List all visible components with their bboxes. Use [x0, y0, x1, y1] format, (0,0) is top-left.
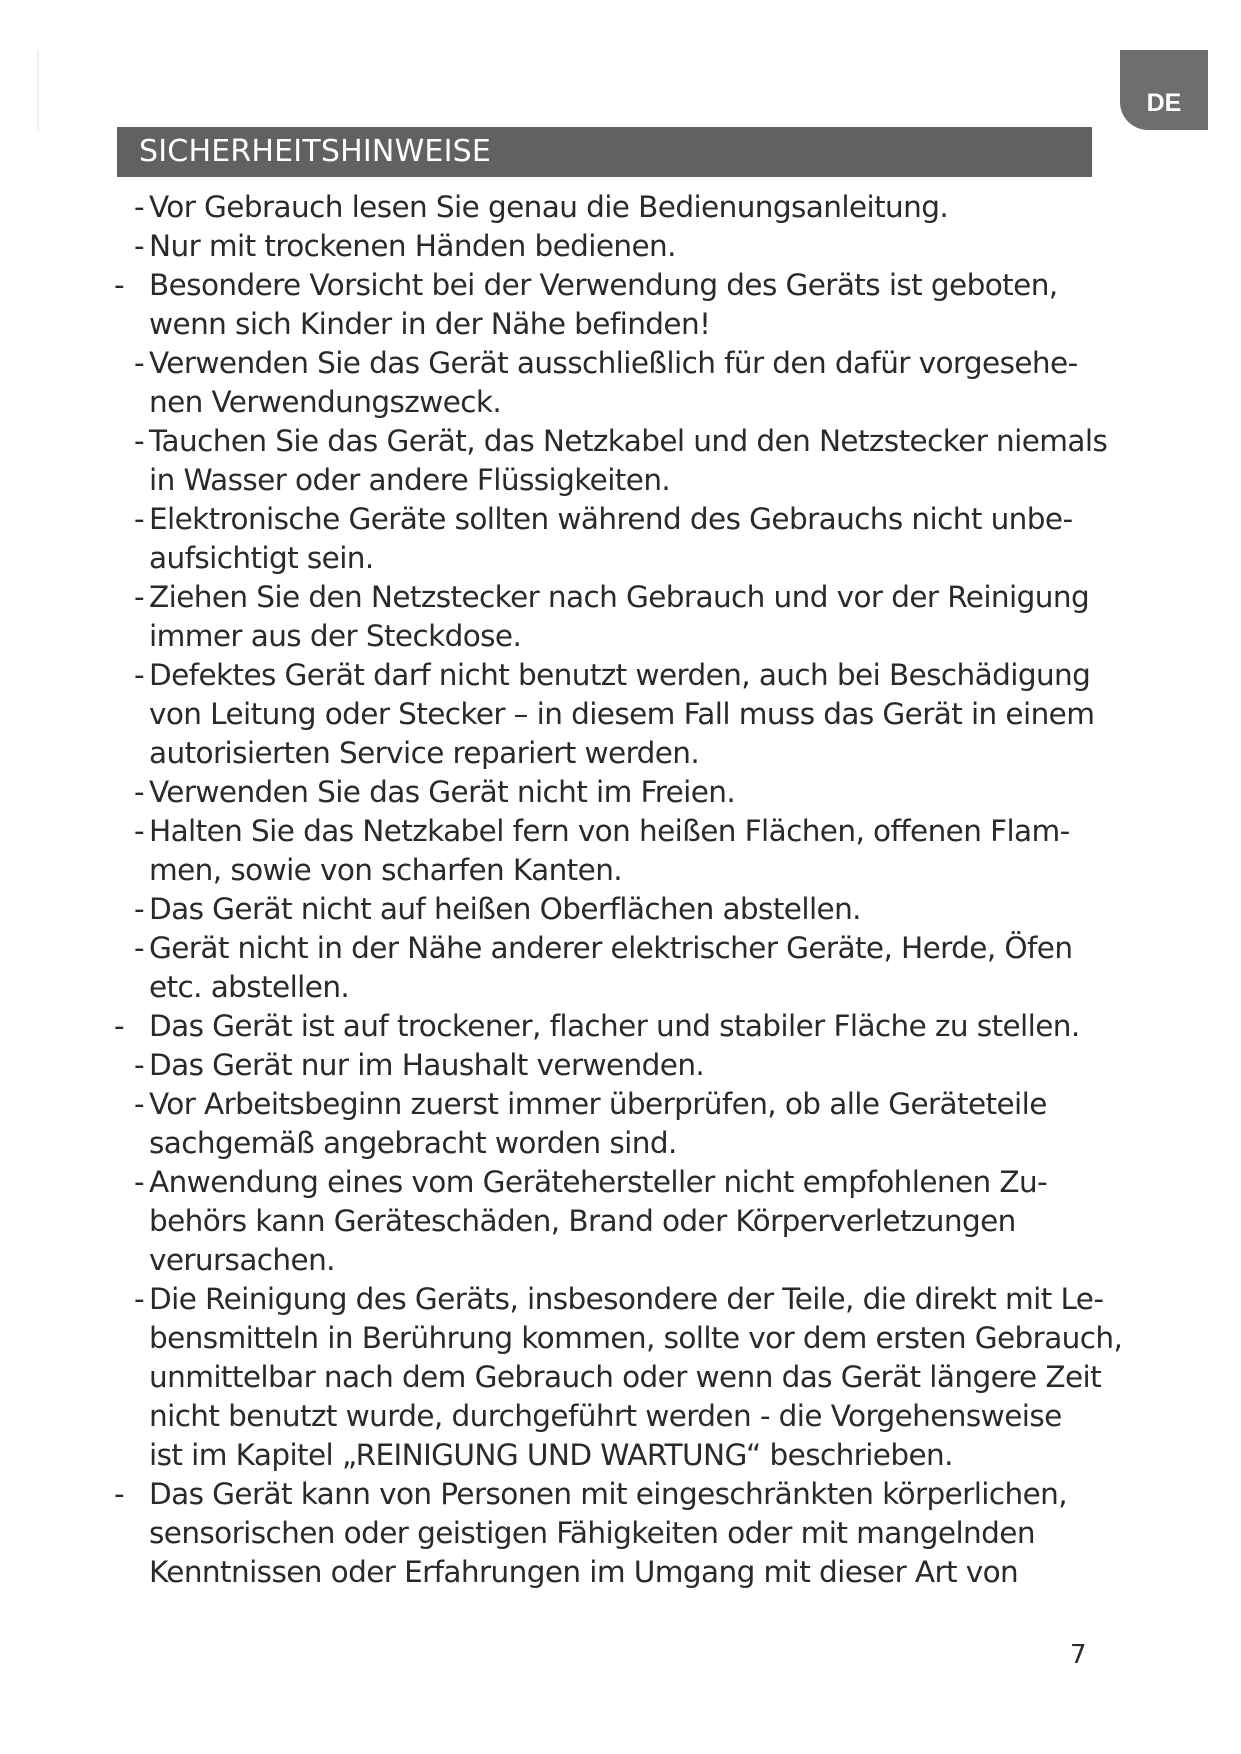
- list-dash: -: [134, 190, 145, 224]
- section-title: SICHERHEITSHINWEISE: [139, 134, 492, 169]
- list-item-text: Defektes Gerät darf nicht benutzt werden, auch bei Beschädigung von Leitung oder Stecker – in diesem Fall muss das Gerät in einem autorisierten Service repariert werden.: [149, 658, 1095, 770]
- list-item-text: Halten Sie das Netzkabel fern von heißen Flächen, offenen Flam- men, sowie von scharfen Kanten.: [149, 814, 1070, 887]
- list-dash: -: [134, 580, 145, 614]
- list-item-text: Das Gerät nur im Haushalt verwenden.: [149, 1048, 705, 1082]
- list-item: [0, 578, 1241, 656]
- list-item: [0, 422, 1241, 500]
- list-item-text: Die Reinigung des Geräts, insbesondere der Teile, die direkt mit Le- bensmitteln in Berührung kommen, sollte vor dem ersten Gebrauch, unmittelbar nach dem Gebrauch oder wenn das Gerät längere Zeit nicht benutzt wurde, durchgeführt werden - die Vorgehensweise ist im Kapitel „REINIGUNG UND WARTUNG“ beschrieben.: [149, 1282, 1123, 1472]
- list-item-text: Vor Gebrauch lesen Sie genau die Bedienungsanleitung.: [149, 190, 949, 224]
- list-item: [0, 929, 1241, 1007]
- list-item-text: Anwendung eines vom Gerätehersteller nicht empfohlenen Zu- behörs kann Geräteschäden, Brand oder Körperverletzungen verursachen.: [149, 1165, 1048, 1277]
- list-item: [0, 890, 1241, 929]
- language-label: DE: [1146, 88, 1182, 117]
- section-header: [117, 127, 1092, 177]
- list-item: [0, 1007, 1241, 1046]
- list-dash: -: [114, 1009, 125, 1043]
- list-item: [0, 773, 1241, 812]
- list-dash: -: [134, 892, 145, 926]
- list-dash: -: [134, 424, 145, 458]
- list-item-text: Ziehen Sie den Netzstecker nach Gebrauch und vor der Reinigung immer aus der Steckdose.: [149, 580, 1090, 653]
- list-item-text: Tauchen Sie das Gerät, das Netzkabel und den Netzstecker niemals in Wasser oder andere Flüssigkeiten.: [149, 424, 1108, 497]
- list-item: [0, 344, 1241, 422]
- list-item: [0, 1085, 1241, 1163]
- list-dash: -: [114, 1477, 125, 1511]
- list-item-text: Verwenden Sie das Gerät ausschließlich für den dafür vorgesehe- nen Verwendungszweck.: [149, 346, 1078, 419]
- list-dash: -: [134, 931, 145, 965]
- list-item: [0, 1475, 1241, 1592]
- list-dash: -: [134, 1048, 145, 1082]
- list-dash: -: [134, 229, 145, 263]
- list-item: [0, 1163, 1241, 1280]
- list-item-text: Besondere Vorsicht bei der Verwendung des Geräts ist geboten, wenn sich Kinder in der Nähe befinden!: [149, 268, 1058, 341]
- list-item-text: Gerät nicht in der Nähe anderer elektrischer Geräte, Herde, Öfen etc. abstellen.: [149, 931, 1073, 1004]
- list-dash: -: [134, 775, 145, 809]
- list-item-text: Verwenden Sie das Gerät nicht im Freien.: [149, 775, 736, 809]
- list-item-text: Das Gerät nicht auf heißen Oberflächen abstellen.: [149, 892, 861, 926]
- list-item: [0, 1280, 1241, 1475]
- list-item-text: Das Gerät ist auf trockener, flacher und stabiler Fläche zu stellen.: [149, 1009, 1080, 1043]
- list-dash: -: [134, 1282, 145, 1316]
- list-item-text: Das Gerät kann von Personen mit eingeschränkten körperlichen, sensorischen oder geistigen Fähigkeiten oder mit mangelnden Kenntnissen oder Erfahrungen im Umgang mit dieser Art von: [149, 1477, 1068, 1589]
- list-item: [0, 1046, 1241, 1085]
- language-tab: [1120, 50, 1208, 130]
- list-dash: -: [134, 502, 145, 536]
- list-dash: -: [134, 1087, 145, 1121]
- list-dash: -: [114, 268, 125, 302]
- list-dash: -: [134, 346, 145, 380]
- list-item-text: Elektronische Geräte sollten während des Gebrauchs nicht unbe- aufsichtigt sein.: [149, 502, 1073, 575]
- page-number: 7: [1070, 1640, 1087, 1670]
- list-dash: -: [134, 814, 145, 848]
- list-item-text: Nur mit trockenen Händen bedienen.: [149, 229, 676, 263]
- list-dash: -: [134, 658, 145, 692]
- list-item: [0, 812, 1241, 890]
- list-dash: -: [134, 1165, 145, 1199]
- list-item: [0, 500, 1241, 578]
- list-item-text: Vor Arbeitsbeginn zuerst immer überprüfen, ob alle Geräteteile sachgemäß angebracht worden sind.: [149, 1087, 1047, 1160]
- page-edge-mark: [37, 50, 39, 130]
- list-item: [0, 227, 1241, 266]
- list-item: [0, 656, 1241, 773]
- list-item: [0, 188, 1241, 227]
- list-item: [0, 266, 1241, 344]
- safety-instructions-list: [0, 188, 1241, 1592]
